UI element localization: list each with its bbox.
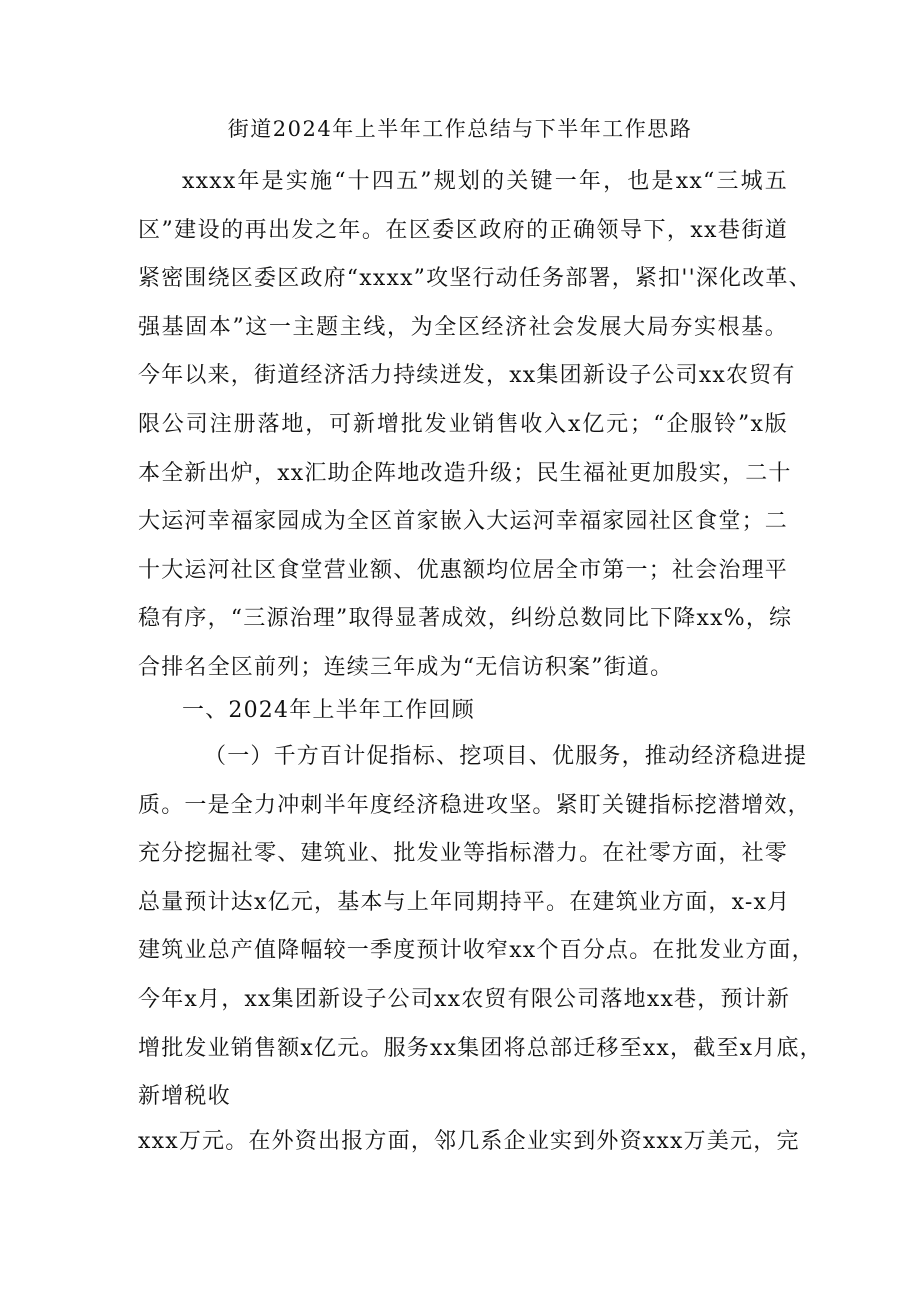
section-heading: 一、2024年上半年工作回顾 — [182, 698, 475, 723]
paragraph-line: 大运河幸福家园成为全区首家嵌入大运河幸福家园社区食堂；二 — [138, 509, 788, 535]
paragraph-line: 紧密围绕区委区政府“xxxx”攻坚行动任务部署，紧扣''深化改革、 — [138, 266, 812, 292]
continuation-paragraph — [138, 1118, 800, 1167]
paragraph-line: 新增税收 — [138, 1084, 231, 1110]
document-title: 街道2024年上半年工作总结与下半年工作思路 — [227, 117, 693, 141]
paragraph-line: 合排名全区前列；连续三年成为“无信访积案”街道。 — [138, 654, 674, 680]
paragraph-line: 十大运河社区食堂营业额、优惠额均位居全市第一；社会治理平 — [138, 557, 788, 583]
paragraph-line: 强基固本”这一主题主线，为全区经济社会发展大局夯实根基。 — [138, 314, 788, 340]
paragraph-line: 本全新出炉，xx汇助企阵地改造升级；民生福祉更加殷实，二十 — [138, 460, 792, 486]
paragraph-line: 限公司注册落地，可新增批发业销售收入x亿元；“企服铃”x版 — [138, 411, 788, 437]
paragraph-line: 充分挖掘社零、建筑业、批发业等指标潜力。在社零方面，社零 — [138, 841, 788, 867]
paragraph-line: 稳有序，“三源治理”取得显著成效，纠纷总数同比下降xx%，综 — [138, 606, 793, 632]
paragraph-line: 建筑业总产值降幅较一季度预计收窄xx个百分点。在批发业方面， — [138, 938, 815, 964]
paragraph-line: xxx万元。在外资出报方面，邻几系企业实到外资xxx万美元，完 — [138, 1129, 800, 1154]
paragraph-line: 今年以来，街道经济活力持续迸发，xx集团新设子公司xx农贸有 — [138, 363, 796, 389]
section-heading-block — [138, 687, 788, 736]
paragraph-line: 质。一是全力冲刺半年度经济稳进攻坚。紧盯关键指标挖潜增效， — [138, 792, 811, 818]
paragraph-line: （一）千方百计促指标、挖项目、优服务，推动经济稳进提 — [204, 744, 808, 769]
intro-paragraph — [138, 158, 812, 693]
paragraph-line: 今年x月，xx集团新设子公司xx农贸有限公司落地xx巷，预计新 — [138, 986, 791, 1012]
subsection-paragraph — [138, 733, 823, 1122]
paragraph-line: xxxx年是实施“十四五”规划的关键一年，也是xx“三城五 — [182, 169, 788, 194]
paragraph-line: 总量预计达x亿元，基本与上年同期持平。在建筑业方面，x-x月 — [138, 889, 791, 915]
paragraph-line: 增批发业销售额x亿元。服务xx集团将总部迁移至xx，截至x月底， — [138, 1035, 823, 1061]
paragraph-line: 区”建设的再出发之年。在区委区政府的正确领导下，xx巷街道 — [138, 217, 788, 243]
